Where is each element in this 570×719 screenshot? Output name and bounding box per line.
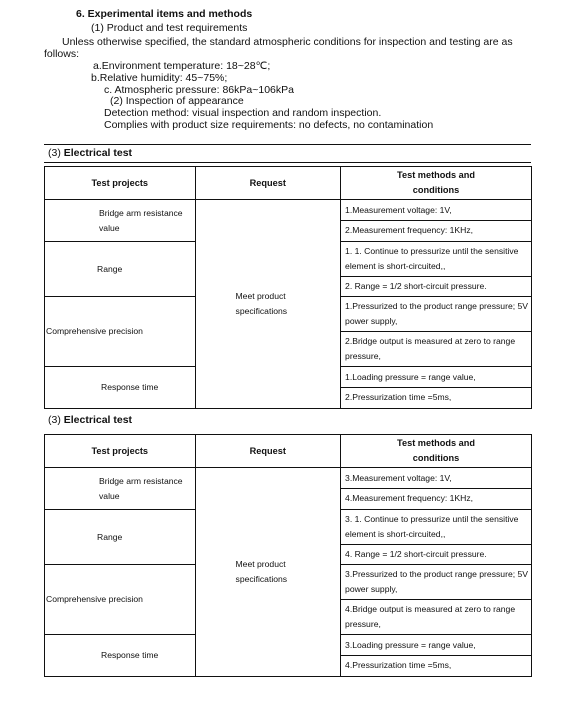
method-item: 3.Pressurized to the product range pressure; 5V power supply, [341, 565, 531, 600]
project-range: Range [45, 510, 196, 565]
request-line: specifications [235, 574, 288, 584]
table-header-row [45, 435, 532, 468]
project-line: value [99, 490, 120, 501]
project-response-time: Response time [45, 635, 196, 677]
methods-cell [341, 367, 532, 409]
method-item: 2.Bridge output is measured at zero to range pressure, [345, 336, 516, 361]
header-test-methods [341, 435, 532, 468]
table-1-title-prefix: (3) [48, 147, 61, 159]
header-test-projects: Test projects [45, 167, 196, 200]
methods-cell [341, 565, 532, 635]
electrical-test-table-2 [44, 434, 532, 677]
method-item: 1.Measurement voltage: 1V, [341, 201, 531, 221]
subsection-appearance: (2) Inspection of appearance [110, 95, 244, 107]
table-1-top-rule [44, 144, 531, 145]
methods-cell [341, 635, 532, 677]
method-item: 2.Pressurization time =5ms, [345, 392, 452, 402]
table-1-title [48, 147, 132, 159]
method-item: 4.Pressurization time =5ms, [345, 660, 452, 670]
header-test-methods-line-2: conditions [412, 185, 460, 195]
project-line: value [99, 222, 120, 233]
table-2-title-prefix: (3) [48, 414, 61, 426]
method-item: 1.Pressurized to the product range pressure; 5V power supply, [341, 297, 531, 332]
electrical-test-table-1 [44, 166, 532, 409]
header-request: Request [195, 435, 341, 468]
project-comprehensive-precision: Comprehensive precision [45, 565, 196, 635]
table-header-row [45, 167, 532, 200]
method-item: 3.Measurement voltage: 1V, [341, 469, 531, 489]
request-line: Meet product [235, 559, 286, 569]
methods-cell [341, 200, 532, 242]
conditions-intro-line: Unless otherwise specified, the standard atmospheric conditions for inspection and testing are as [62, 36, 513, 48]
method-item: 2.Measurement frequency: 1KHz, [345, 225, 474, 235]
method-item: 1.Loading pressure = range value, [341, 368, 531, 388]
project-bridge-arm-resistance [45, 200, 196, 242]
project-range: Range [45, 242, 196, 297]
request-cell [195, 200, 341, 409]
request-line: Meet product [235, 291, 286, 301]
detection-method: Detection method: visual inspection and random inspection. [104, 107, 382, 119]
method-item: 3. 1. Continue to pressurize until the sensitive element is short-circuited,, [341, 510, 531, 545]
table-1-title-rule [44, 162, 531, 163]
methods-cell [341, 297, 532, 367]
request-line: specifications [235, 306, 288, 316]
table-row [45, 468, 532, 510]
method-item: 2. Range = 1/2 short-circuit pressure. [345, 281, 487, 291]
method-item: 4. Range = 1/2 short-circuit pressure. [345, 549, 487, 559]
table-2-title [48, 414, 132, 426]
header-test-methods-line-1: Test methods and [397, 438, 475, 448]
project-line: Bridge arm resistance [99, 207, 183, 218]
methods-cell [341, 468, 532, 510]
methods-cell [341, 242, 532, 297]
header-request: Request [195, 167, 341, 200]
table-row [45, 200, 532, 242]
header-test-methods-line-2: conditions [412, 453, 460, 463]
project-bridge-arm-resistance [45, 468, 196, 510]
conditions-intro-follows: follows: [44, 48, 80, 60]
header-test-methods-line-1: Test methods and [397, 170, 475, 180]
size-requirements: Complies with product size requirements: no defects, no contamination [104, 119, 434, 131]
method-item: 4.Bridge output is measured at zero to range pressure, [345, 604, 516, 629]
table-1-title-text: Electrical test [63, 147, 133, 159]
header-test-methods [341, 167, 532, 200]
table-2-title-text: Electrical test [63, 414, 133, 426]
subsection-product-test-requirements: (1) Product and test requirements [91, 22, 248, 34]
method-item: 4.Measurement frequency: 1KHz, [345, 493, 474, 503]
header-test-projects: Test projects [45, 435, 196, 468]
condition-humidity: b.Relative humidity: 45~75%; [91, 72, 228, 84]
condition-pressure: c. Atmospheric pressure: 86kPa~106kPa [104, 84, 294, 96]
request-cell [195, 468, 341, 677]
method-item: 3.Loading pressure = range value, [341, 636, 531, 656]
method-item: 1. 1. Continue to pressurize until the sensitive element is short-circuited,, [341, 242, 531, 277]
project-comprehensive-precision: Comprehensive precision [45, 297, 196, 367]
project-line: Bridge arm resistance [99, 475, 183, 486]
condition-temperature: a.Environment temperature: 18~28℃; [93, 60, 271, 72]
methods-cell [341, 510, 532, 565]
section-heading: 6. Experimental items and methods [76, 8, 253, 20]
project-response-time: Response time [45, 367, 196, 409]
